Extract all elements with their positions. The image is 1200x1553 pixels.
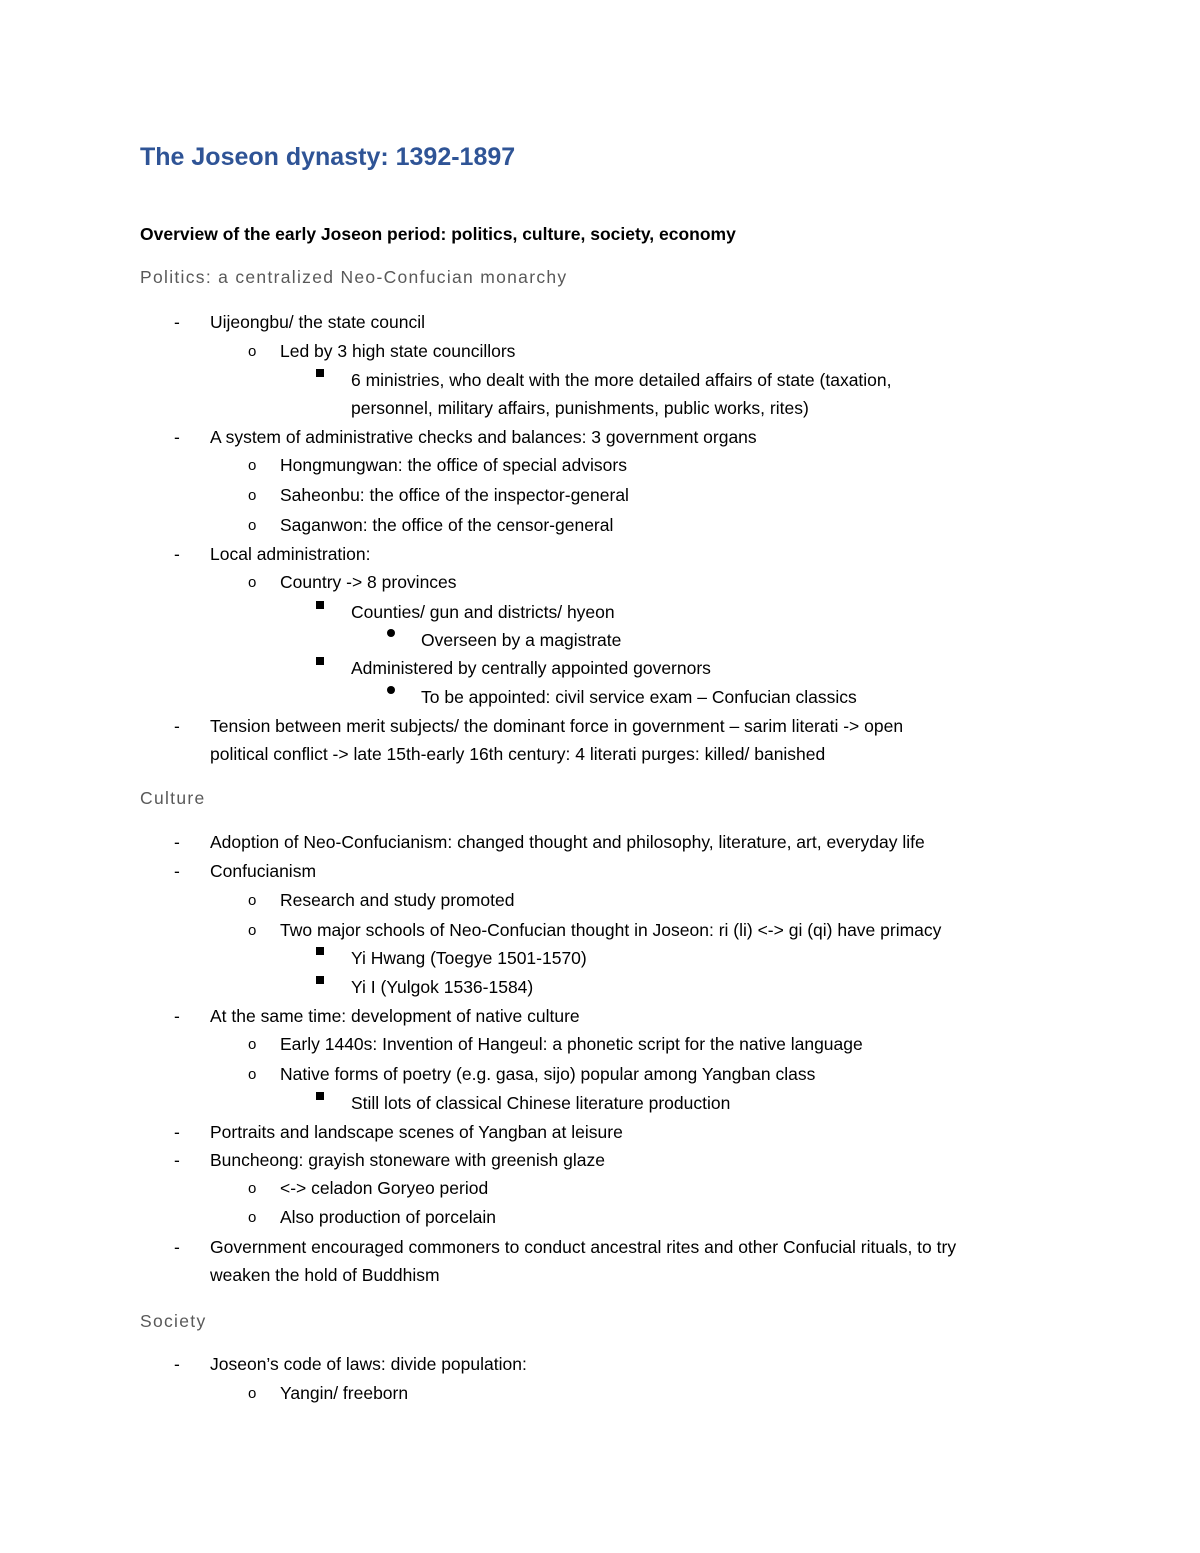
- list-item: At the same time: development of native culture: [210, 1006, 580, 1026]
- square-bullet-icon: [316, 976, 324, 984]
- list-item: Yi I (Yulgok 1536-1584): [351, 977, 534, 997]
- list-item: <-> celadon Goryeo period: [280, 1178, 489, 1198]
- circle-bullet: o: [248, 1036, 257, 1053]
- list-item: Buncheong: grayish stoneware with greenish glaze: [210, 1150, 605, 1170]
- list-item: Two major schools of Neo-Confucian thought in Joseon: ri (li) <-> gi (qi) have primacy: [280, 920, 942, 940]
- circle-bullet: o: [248, 1385, 257, 1402]
- list-item: Tension between merit subjects/ the dominant force in government – sarim literati -> open: [210, 716, 904, 736]
- list-item: Also production of porcelain: [280, 1207, 496, 1227]
- list-item: Led by 3 high state councillors: [280, 341, 516, 361]
- dash-bullet: -: [174, 832, 180, 852]
- page-title: The Joseon dynasty: 1392-1897: [140, 143, 516, 171]
- square-bullet-icon: [316, 947, 324, 955]
- list-item: Adoption of Neo-Confucianism: changed thought and philosophy, literature, art, everyday life: [210, 832, 925, 852]
- circle-bullet: o: [248, 574, 257, 591]
- circle-bullet: o: [248, 487, 257, 504]
- list-item: Research and study promoted: [280, 890, 515, 910]
- list-item: Yangin/ freeborn: [280, 1383, 409, 1403]
- list-item: Yi Hwang (Toegye 1501-1570): [351, 948, 587, 968]
- list-item: Hongmungwan: the office of special advisors: [280, 455, 627, 475]
- list-item: Local administration:: [210, 544, 371, 564]
- dash-bullet: -: [174, 544, 180, 564]
- dash-bullet: -: [174, 1237, 180, 1257]
- list-item: Portraits and landscape scenes of Yangban at leisure: [210, 1122, 623, 1142]
- circle-bullet: o: [248, 343, 257, 360]
- overview-heading: Overview of the early Joseon period: politics, culture, society, economy: [140, 224, 736, 244]
- dash-bullet: -: [174, 861, 180, 881]
- list-item: Saganwon: the office of the censor-general: [280, 515, 614, 535]
- circle-bullet: o: [248, 1180, 257, 1197]
- section-heading-politics: Politics: a centralized Neo-Confucian monarchy: [140, 267, 568, 287]
- list-item: Government encouraged commoners to conduct ancestral rites and other Confucial rituals, to try: [210, 1237, 957, 1257]
- dash-bullet: -: [174, 427, 180, 447]
- dash-bullet: -: [174, 1006, 180, 1026]
- square-bullet-icon: [316, 1092, 324, 1100]
- square-bullet-icon: [316, 657, 324, 665]
- section-heading-culture: Culture: [140, 788, 206, 808]
- list-item: To be appointed: civil service exam – Confucian classics: [421, 687, 857, 707]
- list-item-continuation: personnel, military affairs, punishments, public works, rites): [351, 398, 809, 418]
- list-item: Early 1440s: Invention of Hangeul: a phonetic script for the native language: [280, 1034, 863, 1054]
- dash-bullet: -: [174, 716, 180, 736]
- list-item: Native forms of poetry (e.g. gasa, sijo) popular among Yangban class: [280, 1064, 816, 1084]
- list-item-continuation: political conflict -> late 15th-early 16th century: 4 literati purges: killed/ banished: [210, 744, 826, 764]
- list-item: Confucianism: [210, 861, 317, 881]
- dash-bullet: -: [174, 1354, 180, 1374]
- section-heading-society: Society: [140, 1311, 207, 1331]
- list-item: Country -> 8 provinces: [280, 572, 457, 592]
- list-item: 6 ministries, who dealt with the more detailed affairs of state (taxation,: [351, 370, 892, 390]
- circle-bullet: o: [248, 922, 257, 939]
- list-item: Still lots of classical Chinese literature production: [351, 1093, 731, 1113]
- circle-bullet: o: [248, 457, 257, 474]
- list-item-continuation: weaken the hold of Buddhism: [210, 1265, 440, 1285]
- list-item: Overseen by a magistrate: [421, 630, 622, 650]
- circle-bullet: o: [248, 1209, 257, 1226]
- list-item: Saheonbu: the office of the inspector-general: [280, 485, 629, 505]
- dash-bullet: -: [174, 312, 180, 332]
- square-bullet-icon: [316, 601, 324, 609]
- square-bullet-icon: [316, 369, 324, 377]
- list-item: Administered by centrally appointed governors: [351, 658, 711, 678]
- dash-bullet: -: [174, 1122, 180, 1142]
- list-item: Uijeongbu/ the state council: [210, 312, 425, 332]
- circle-bullet: o: [248, 1066, 257, 1083]
- circle-bullet: o: [248, 517, 257, 534]
- circle-bullet: o: [248, 892, 257, 909]
- list-item: A system of administrative checks and balances: 3 government organs: [210, 427, 757, 447]
- list-item: Counties/ gun and districts/ hyeon: [351, 602, 615, 622]
- round-bullet-icon: [387, 629, 395, 637]
- dash-bullet: -: [174, 1150, 180, 1170]
- list-item: Joseon’s code of laws: divide population:: [210, 1354, 527, 1374]
- round-bullet-icon: [387, 686, 395, 694]
